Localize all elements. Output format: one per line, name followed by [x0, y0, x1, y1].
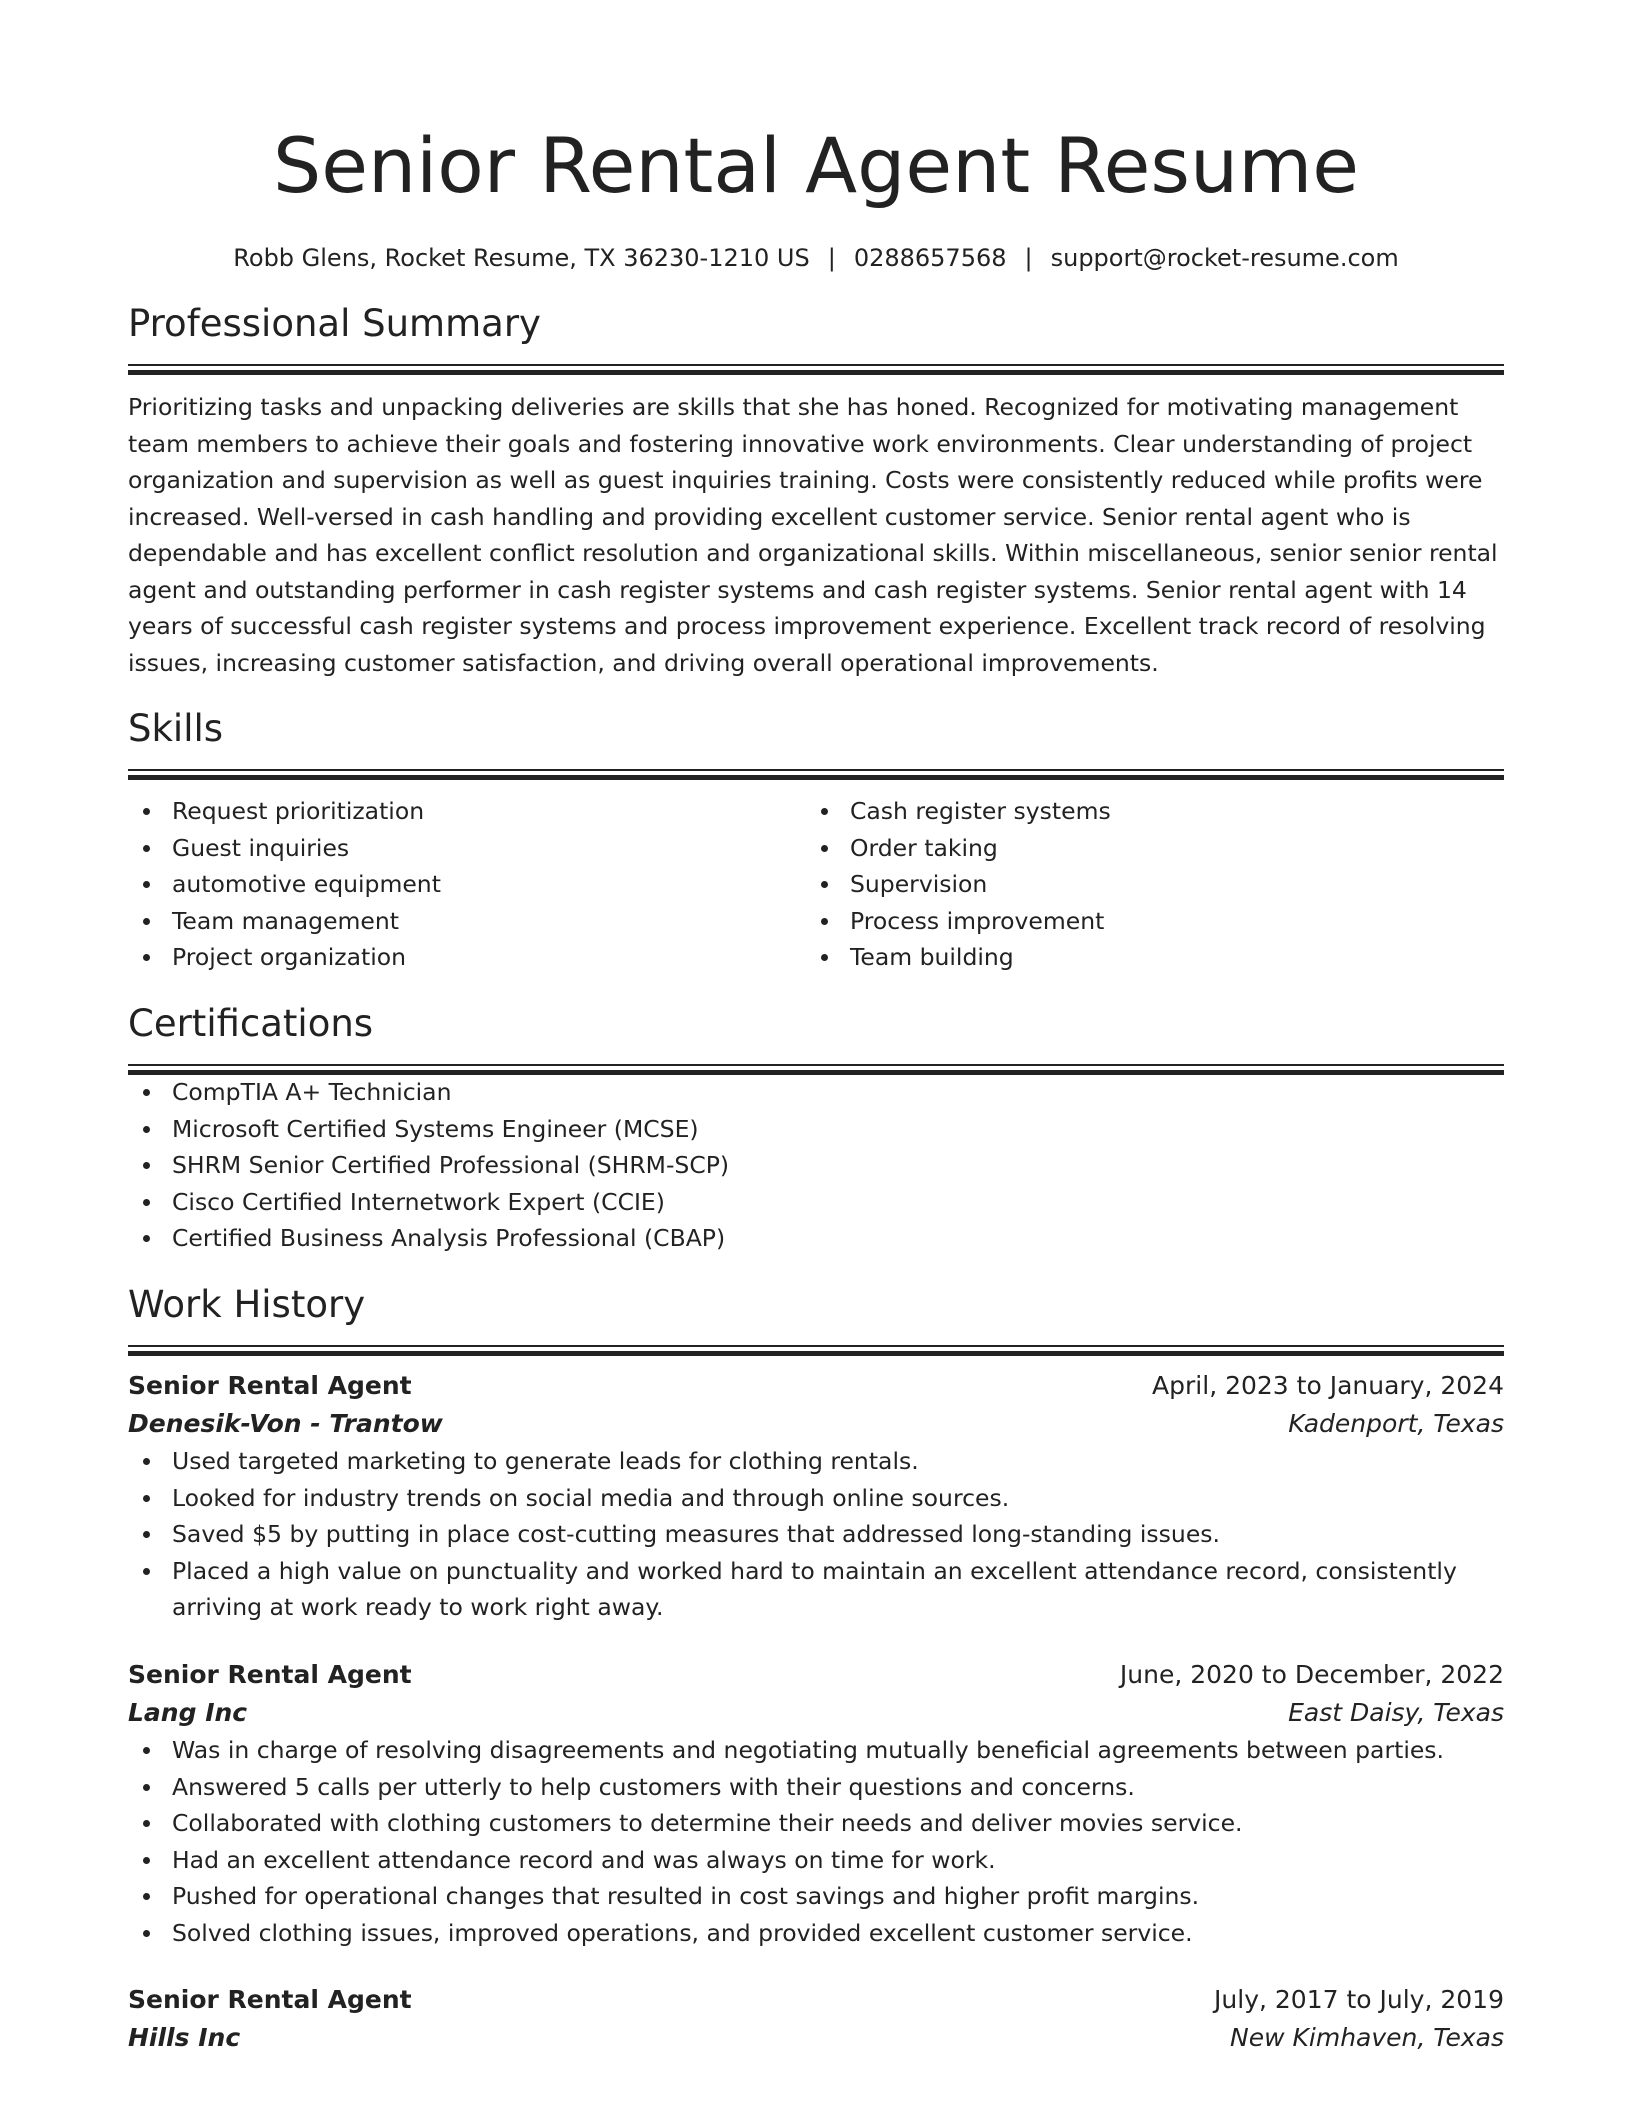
contact-line	[128, 240, 1504, 276]
certification-item: SHRM Senior Certified Professional (SHRM-SCP)	[128, 1147, 1504, 1184]
job-company-row	[128, 1405, 1504, 1443]
contact-email: support@rocket-resume.com	[1050, 244, 1399, 272]
job-header-row	[128, 1656, 1504, 1694]
skills-list-left	[128, 793, 806, 976]
certification-item: Cisco Certified Internetwork Expert (CCIE)	[128, 1184, 1504, 1221]
job-bullet-list	[128, 1443, 1504, 1626]
skill-item: Supervision	[806, 866, 1484, 903]
job-dates: July, 2017 to July, 2019	[1214, 1985, 1504, 2015]
job-dates: April, 2023 to January, 2024	[1152, 1370, 1504, 1400]
job-entry	[128, 1656, 1504, 1952]
job-bullet: Had an excellent attendance record and was always on time for work.	[128, 1842, 1504, 1879]
job-title: Senior Rental Agent	[128, 1985, 412, 2015]
section-divider	[128, 364, 1504, 374]
summary-text: Prioritizing tasks and unpacking deliveries are skills that she has honed. Recognized for motivating management team members to achieve their goals and fostering innovative work environments. Clear understanding of project organization and supervision as well as guest inquiries training. Costs were consistently reduced while profits were increased. Well-versed in cash handling and providing excellent customer service. Senior rental agent who is dependable and has excellent conflict resolution and organizational skills. Within miscellaneous, senior senior rental agent and outstanding performer in cash register systems and cash register systems. Senior rental agent with 14 years of successful cash register systems and process improvement experience. Excellent track record of resolving issues, increasing customer satisfaction, and driving overall operational improvements.	[128, 393, 1498, 677]
job-location: Kadenport, Texas	[1288, 1408, 1504, 1438]
job-company: Denesik-Von - Trantow	[128, 1408, 443, 1438]
skill-item: Guest inquiries	[128, 830, 806, 867]
certification-item: Certified Business Analysis Professional (CBAP)	[128, 1220, 1504, 1257]
job-entry	[128, 1367, 1504, 1626]
job-bullet: Placed a high value on punctuality and worked hard to maintain an excellent attendance record, consistently arriving at work ready to work right away.	[128, 1553, 1504, 1626]
job-location: New Kimhaven, Texas	[1230, 2023, 1504, 2053]
job-company: Hills Inc	[128, 2023, 241, 2053]
job-location: East Daisy, Texas	[1288, 1697, 1504, 1727]
section-heading-certifications: Certifications	[128, 1001, 374, 1045]
job-bullet-list	[128, 1732, 1504, 1952]
skill-item: Cash register systems	[806, 793, 1484, 830]
certification-item: Microsoft Certified Systems Engineer (MCSE)	[128, 1111, 1504, 1148]
skills-columns	[128, 793, 1504, 976]
section-divider	[128, 1064, 1504, 1074]
skill-item: Project organization	[128, 939, 806, 976]
job-header-row	[128, 1981, 1504, 2019]
section-heading-skills: Skills	[128, 707, 224, 750]
certifications-list	[128, 1074, 1504, 1257]
skill-item: automotive equipment	[128, 866, 806, 903]
skill-item: Request prioritization	[128, 793, 806, 830]
job-company-row	[128, 2019, 1504, 2057]
summary-section	[128, 298, 1504, 681]
job-bullet: Saved $5 by putting in place cost-cutting measures that addressed long-standing issues.	[128, 1516, 1504, 1553]
resume-page	[128, 0, 1504, 2057]
work-history-section	[128, 1279, 1504, 2058]
skill-item: Process improvement	[806, 903, 1484, 940]
job-entry	[128, 1981, 1504, 2057]
resume-title: Senior Rental Agent Resume	[273, 121, 1359, 210]
job-title: Senior Rental Agent	[128, 1659, 412, 1689]
section-divider	[128, 1345, 1504, 1355]
skill-item: Order taking	[806, 830, 1484, 867]
job-company: Lang Inc	[128, 1697, 248, 1727]
certifications-section	[128, 998, 1504, 1257]
contact-separator: |	[827, 244, 836, 272]
skill-item: Team building	[806, 939, 1484, 976]
skills-section	[128, 703, 1504, 976]
job-bullet: Looked for industry trends on social media and through online sources.	[128, 1480, 1504, 1517]
section-heading-work-history: Work History	[128, 1282, 366, 1326]
certification-item: CompTIA A+ Technician	[128, 1074, 1504, 1111]
job-bullet: Used targeted marketing to generate leads for clothing rentals.	[128, 1443, 1504, 1480]
skills-list-right	[806, 793, 1484, 976]
contact-phone: 0288657568	[853, 244, 1007, 272]
job-header-row	[128, 1367, 1504, 1405]
contact-address: Robb Glens, Rocket Resume, TX 36230-1210 US	[233, 244, 810, 272]
job-bullet: Answered 5 calls per utterly to help customers with their questions and concerns.	[128, 1769, 1504, 1806]
section-heading-summary: Professional Summary	[128, 302, 541, 345]
skill-item: Team management	[128, 903, 806, 940]
job-company-row	[128, 1694, 1504, 1732]
job-bullet: Pushed for operational changes that resulted in cost savings and higher profit margins.	[128, 1878, 1504, 1915]
job-bullet: Was in charge of resolving disagreements and negotiating mutually beneficial agreements between parties.	[128, 1732, 1504, 1769]
job-dates: June, 2020 to December, 2022	[1119, 1659, 1504, 1689]
job-bullet: Collaborated with clothing customers to determine their needs and deliver movies service.	[128, 1805, 1504, 1842]
section-divider	[128, 769, 1504, 779]
job-title: Senior Rental Agent	[128, 1370, 412, 1400]
contact-separator: |	[1024, 244, 1033, 272]
job-bullet: Solved clothing issues, improved operations, and provided excellent customer service.	[128, 1915, 1504, 1952]
